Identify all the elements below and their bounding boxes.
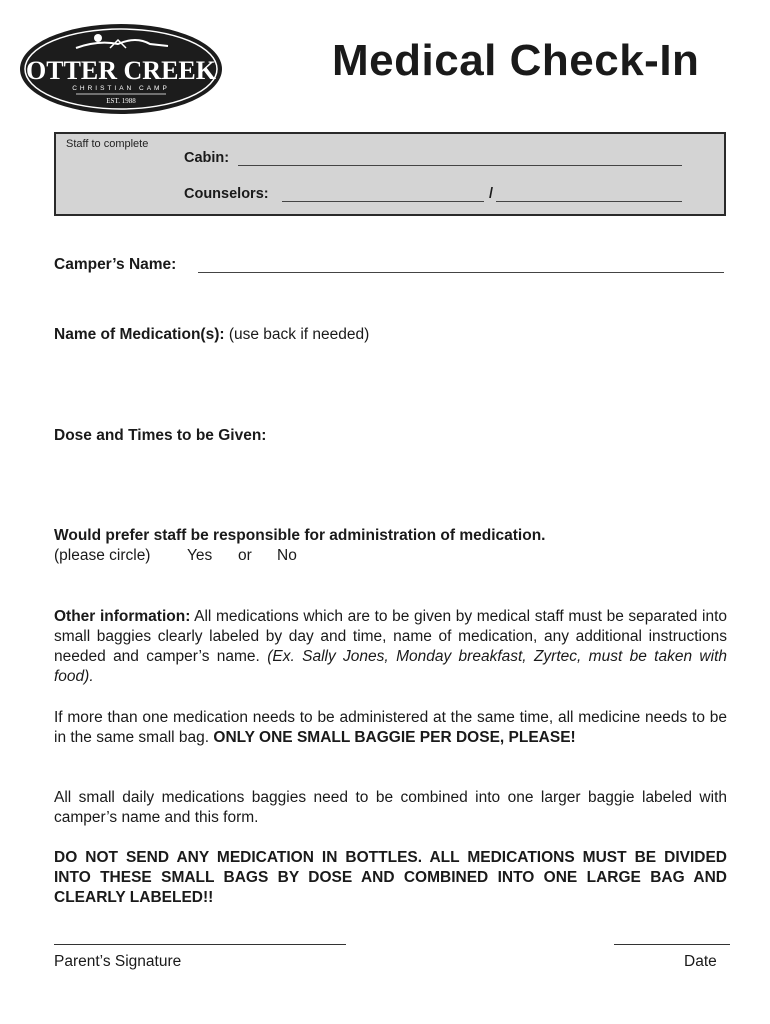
preference-question: Would prefer staff be responsible for administration of medication.: [54, 527, 546, 544]
date-field[interactable]: [614, 944, 730, 945]
same-time-instructions: If more than one medication needs to be administered at the same time, all medicine needs to be in the same small bag. ONLY ONE SMALL BAGGIE PER DOSE, PLEASE!: [54, 709, 727, 746]
daily-instructions: All small daily medications baggies need to be combined into one larger baggie labeled with camper’s name and this form.: [54, 789, 727, 826]
logo-name: OTTER CREEK: [26, 56, 216, 85]
counselor-2-field[interactable]: [496, 201, 682, 202]
warning-text: DO NOT SEND ANY MEDICATION IN BOTTLES. ALL MEDICATIONS MUST BE DIVIDED INTO THESE SMALL BAGS BY DOSE AND COMBINED INTO ONE LARGE BAG AND CLEARLY LABELED!!: [54, 849, 727, 906]
option-or: or: [238, 547, 252, 564]
medication-label: Name of Medication(s): (use back if needed): [54, 326, 370, 343]
cabin-label: Cabin:: [184, 150, 230, 166]
cabin-field[interactable]: [238, 165, 682, 166]
other-information: Other information: All medications which are to be given by medical staff must be separated into small baggies clearly labeled by day and time, name of medication, any additional instructions needed and camper’s name. (Ex. Sally Jones, Monday breakfast, Zyrtec, must be taken with food).: [54, 608, 727, 685]
preference-instruction: (please circle): [54, 547, 151, 564]
logo-established: EST. 1988: [106, 97, 136, 105]
signature-label: Parent’s Signature: [54, 953, 182, 970]
option-yes[interactable]: Yes: [187, 547, 213, 564]
counselor-1-field[interactable]: [282, 201, 484, 202]
option-no[interactable]: No: [277, 547, 297, 564]
date-label: Date: [684, 953, 717, 970]
signature-field[interactable]: [54, 944, 346, 945]
page-title: Medical Check-In: [332, 36, 700, 85]
staff-section: [54, 132, 726, 216]
dose-label: Dose and Times to be Given:: [54, 427, 267, 444]
camp-logo: [18, 22, 224, 116]
staff-note: Staff to complete: [66, 138, 149, 150]
counselors-label: Counselors:: [184, 186, 269, 202]
logo-subtitle: CHRISTIAN CAMP: [72, 85, 170, 92]
camper-name-label: Camper’s Name:: [54, 256, 177, 273]
counselors-separator: /: [489, 186, 494, 202]
camper-name-field[interactable]: [198, 272, 724, 273]
medication-hint: (use back if needed): [224, 326, 370, 343]
